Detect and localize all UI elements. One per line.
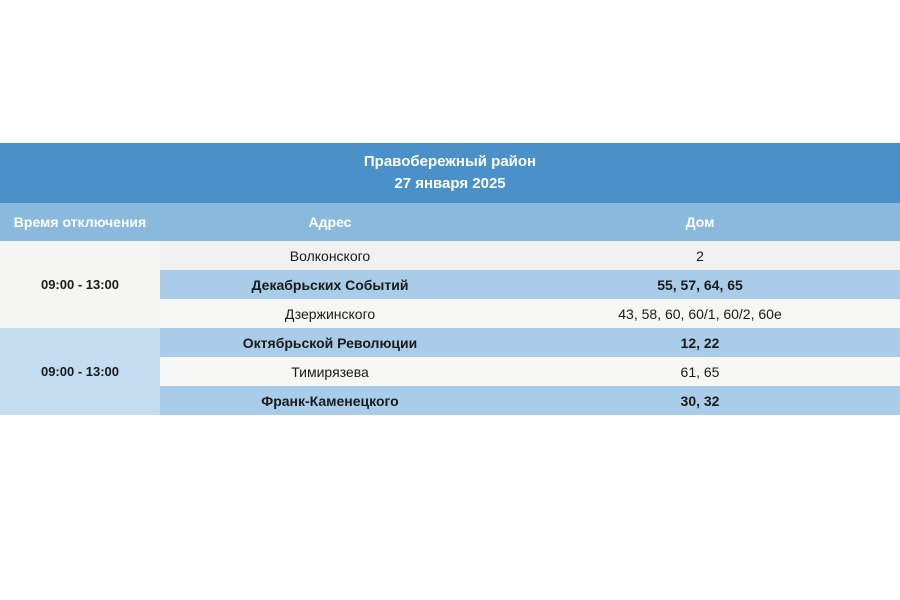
address-cell: Волконского <box>160 241 500 270</box>
title-district: Правобережный район <box>363 153 537 170</box>
table-row <box>0 328 900 357</box>
house-cell: 61, 65 <box>500 357 900 386</box>
house-cell: 12, 22 <box>500 328 900 357</box>
title-date: 27 января 2025 <box>394 175 506 192</box>
outage-schedule-table <box>0 143 900 415</box>
house-cell: 2 <box>500 241 900 270</box>
column-header-house: Дом <box>500 203 900 241</box>
house-cell: 55, 57, 64, 65 <box>500 270 900 299</box>
outage-time-group-2: 09:00 - 13:00 <box>0 328 160 415</box>
house-cell: 30, 32 <box>500 386 900 415</box>
table-title-row <box>0 143 900 203</box>
table-header-row <box>0 203 900 241</box>
house-cell: 43, 58, 60, 60/1, 60/2, 60е <box>500 299 900 328</box>
address-cell: Дзержинского <box>160 299 500 328</box>
column-header-time: Время отключения <box>0 203 160 241</box>
address-cell: Декабрьских Событий <box>160 270 500 299</box>
column-header-address: Адрес <box>160 203 500 241</box>
outage-time-group-1: 09:00 - 13:00 <box>0 241 160 328</box>
table-row <box>0 241 900 270</box>
address-cell: Франк-Каменецкого <box>160 386 500 415</box>
table-title-cell <box>0 143 900 203</box>
address-cell: Тимирязева <box>160 357 500 386</box>
address-cell: Октябрьской Революции <box>160 328 500 357</box>
outage-table-container <box>0 143 900 415</box>
